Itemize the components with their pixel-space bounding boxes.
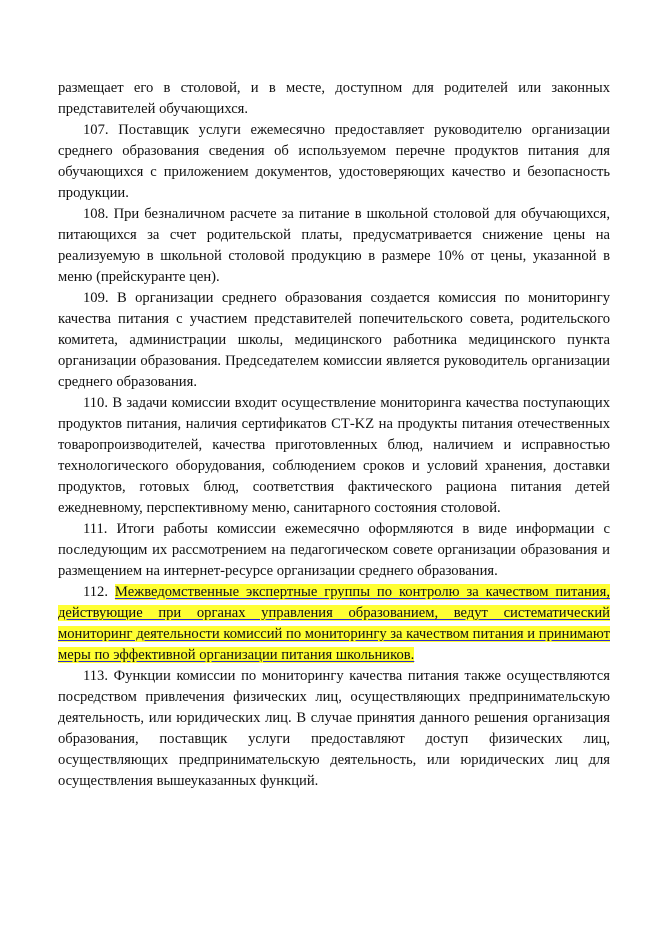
document-page [58,78,610,792]
paragraph-112-number: 112. [83,584,115,600]
paragraph-continuation: размещает его в столовой, и в месте, доступном для родителей или законных представителей обучающихся. [58,80,610,117]
paragraph-111: 111. Итоги работы комиссии ежемесячно оформляются в виде информации с последующим их рассмотрением на педагогическом совете организации образования и размещением на интернет-ресурсе организации среднего образования. [58,521,610,579]
paragraph-112 [58,582,610,666]
paragraph-113: 113. Функции комиссии по мониторингу качества питания также осуществляются посредством привлечения физических лиц, осуществляющих предпринимательскую деятельность, или юридических лиц. В случае принятия данного решения организация образования, поставщик услуги предоставляют доступ физических лиц, осуществляющих предпринимательскую деятельность, или юридических лиц для осуществления вышеуказанных функций. [58,668,610,789]
highlighted-text: Межведомственные экспертные группы по контролю за качеством питания, действующие при органах управления образованием, ведут систематический мониторинг деятельности комиссий по мониторингу за качеством питания и принимают меры по эффективной организации питания школьников. [58,584,610,663]
paragraph-108: 108. При безналичном расчете за питание в школьной столовой для обучающихся, питающихся за счет родительской платы, предусматривается снижение цены на реализуемую в школьной столовой продукцию в размере 10% от цены, указанной в меню (прейскуранте цен). [58,206,610,285]
paragraph-109: 109. В организации среднего образования создается комиссия по мониторингу качества питания с участием представителей попечительского совета, родительского комитета, администрации школы, медицинского работника медицинского пункта организации образования. Председателем комиссии является руководитель организации среднего образования. [58,290,610,390]
paragraph-110: 110. В задачи комиссии входит осуществление мониторинга качества поступающих продуктов питания, наличия сертификатов СТ-KZ на продукты питания отечественных товаропроизводителей, качества приготовленных блюд, наличием и исправностью технологического оборудования, соблюдением сроков и условий хранения, доставки продуктов, готовых блюд, соответствия фактического рациона питания детей ежедневному, перспективному меню, санитарного состояния столовой. [58,395,610,516]
paragraph-107: 107. Поставщик услуги ежемесячно предоставляет руководителю организации среднего образования сведения об используемом перечне продуктов питания для обучающихся с приложением документов, удостоверяющих качество и безопасность продукции. [58,122,610,201]
